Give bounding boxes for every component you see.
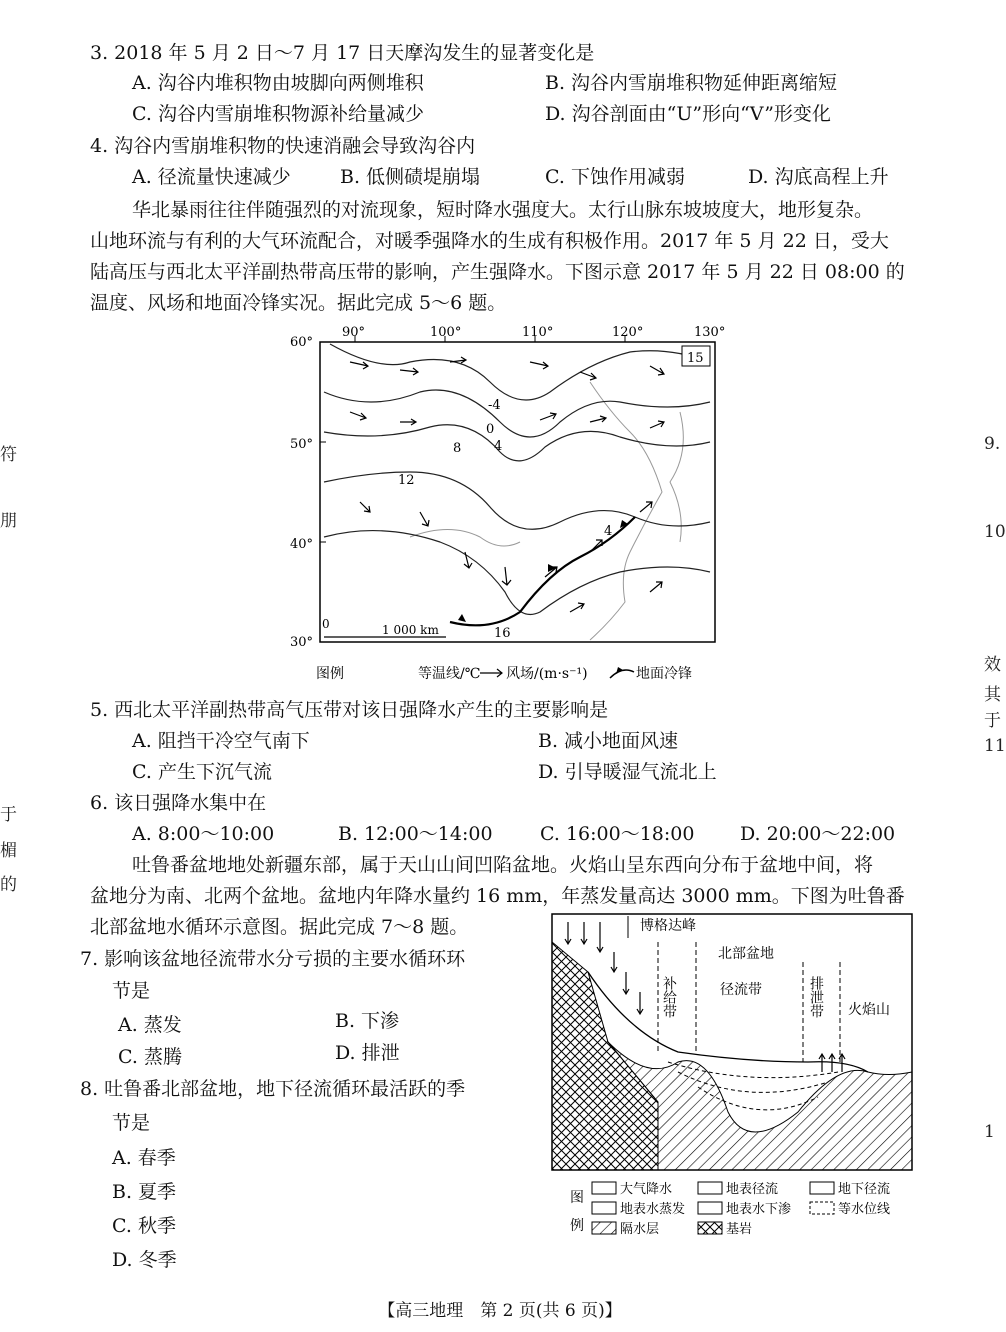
lon-label: 100° xyxy=(430,325,462,340)
lon-label: 110° xyxy=(522,325,554,340)
left-margin-char: 朋 xyxy=(0,511,17,531)
q5-option-b[interactable]: B. 减小地面风速 xyxy=(538,730,679,752)
right-margin-char: 效 xyxy=(984,655,1001,675)
q3-option-d[interactable]: D. 沟谷剖面由“U”形向“V”形变化 xyxy=(545,103,831,125)
left-margin-char: 符 xyxy=(0,445,17,465)
lat-label: 60° xyxy=(290,335,314,350)
q6-option-a[interactable]: A. 8:00～10:00 xyxy=(132,823,275,845)
label-peak: 博格达峰 xyxy=(640,918,696,934)
q8-option-a[interactable]: A. 春季 xyxy=(112,1147,176,1169)
q8-stem-line-2: 节是 xyxy=(112,1112,151,1134)
isotherm-label: 8 xyxy=(453,441,462,456)
q8-option-d[interactable]: D. 冬季 xyxy=(112,1249,177,1271)
q7-option-a[interactable]: A. 蒸发 xyxy=(118,1014,182,1036)
q4-option-b[interactable]: B. 低侧碛堤崩塌 xyxy=(340,166,481,188)
left-margin-char: 的 xyxy=(0,875,17,895)
legend-aquiclude: 隔水层 xyxy=(620,1222,660,1237)
q3-option-c[interactable]: C. 沟谷内雪崩堆积物源补给量减少 xyxy=(132,103,424,125)
passage1-line-2: 山地环流与有利的大气环流配合，对暖季强降水的生成有积极作用。2017 年 5 月 22 日，受大 xyxy=(90,230,889,252)
q6-option-c[interactable]: C. 16:00～18:00 xyxy=(540,823,695,845)
q8-option-b[interactable]: B. 夏季 xyxy=(112,1181,177,1203)
right-margin-char: 9. xyxy=(984,434,1001,454)
q6-option-d[interactable]: D. 20:00～22:00 xyxy=(740,823,896,845)
q3-stem: 3. 2018 年 5 月 2 日～7 月 17 日天摩沟发生的显著变化是 xyxy=(90,42,595,64)
map1-legend-isotherm: 等温线/℃ xyxy=(418,666,481,682)
isotherm-label: 4 xyxy=(494,439,503,454)
legend-infiltration: 地表水下渗 xyxy=(726,1202,792,1217)
legend-bedrock: 基岩 xyxy=(726,1222,753,1237)
q7-option-c[interactable]: C. 蒸腾 xyxy=(118,1046,182,1068)
label-basin: 北部盆地 xyxy=(718,946,774,962)
q8-option-c[interactable]: C. 秋季 xyxy=(112,1215,176,1237)
right-margin-char: 10 xyxy=(984,522,1006,542)
passage2-line-3: 北部盆地水循环示意图。据此完成 7～8 题。 xyxy=(90,916,469,938)
right-margin-char: 11 xyxy=(984,736,1006,756)
legend-evap: 地表水蒸发 xyxy=(620,1202,686,1217)
map1-legend-wind: 风场/(m·s⁻¹) xyxy=(506,666,588,682)
lon-label: 120° xyxy=(612,325,644,340)
passage2-line-2: 盆地分为南、北两个盆地。盆地内年降水量约 16 mm，年蒸发量高达 3000 mm。下图为吐鲁番 xyxy=(90,885,905,907)
q6-stem: 6. 该日强降水集中在 xyxy=(90,792,267,814)
q4-stem: 4. 沟谷内雪崩堆积物的快速消融会导致沟谷内 xyxy=(90,135,476,157)
left-margin-char: 于 xyxy=(0,805,17,825)
q6-option-b[interactable]: B. 12:00～14:00 xyxy=(338,823,493,845)
legend-precip: 大气降水 xyxy=(620,1182,673,1197)
lat-label: 50° xyxy=(290,437,314,452)
isotherm-label: 16 xyxy=(494,626,511,641)
legend-groundwater: 地下径流 xyxy=(838,1182,891,1197)
map-frame xyxy=(320,342,715,642)
lon-label: 90° xyxy=(342,325,366,340)
map1-legend-title: 图例 xyxy=(316,666,344,682)
legend-title-2: 例 xyxy=(570,1218,584,1234)
left-margin-char: 楣 xyxy=(0,841,17,861)
legend-surface-runoff: 地表径流 xyxy=(726,1182,779,1197)
passage1-line-1: 华北暴雨往往伴随强烈的对流现象，短时降水强度大。太行山脉东坡坡度大，地形复杂。 xyxy=(132,199,874,221)
isotherm-label: -4 xyxy=(488,398,501,413)
isotherm-label: 12 xyxy=(398,473,415,488)
label-recharge: 补给带 xyxy=(661,976,677,1018)
legend-title-1: 图 xyxy=(570,1190,584,1206)
q4-option-c[interactable]: C. 下蚀作用减弱 xyxy=(545,166,685,188)
q7-stem-line-1: 7. 影响该盆地径流带水分亏损的主要水循环环 xyxy=(80,948,466,970)
legend-water-level: 等水位线 xyxy=(838,1202,891,1217)
passage1-line-4: 温度、风场和地面冷锋实况。据此完成 5～6 题。 xyxy=(90,292,507,314)
scale-label: 1 000 km xyxy=(382,623,439,637)
label-discharge: 排泄带 xyxy=(808,976,824,1018)
q4-option-a[interactable]: A. 径流量快速减少 xyxy=(132,166,291,188)
q7-option-d[interactable]: D. 排泄 xyxy=(335,1042,400,1064)
map1-legend-front: 地面冷锋 xyxy=(636,666,692,682)
q4-option-d[interactable]: D. 沟底高程上升 xyxy=(748,166,889,188)
label-mountain: 火焰山 xyxy=(848,1002,890,1018)
q3-option-b[interactable]: B. 沟谷内雪崩堆积物延伸距离缩短 xyxy=(545,72,838,94)
right-margin-char: 1 xyxy=(984,1122,995,1142)
right-margin-char: 其 xyxy=(984,685,1001,705)
q3-option-a[interactable]: A. 沟谷内堆积物由坡脚向两侧堆积 xyxy=(132,72,424,94)
q5-stem: 5. 西北太平洋副热带高气压带对该日强降水产生的主要影响是 xyxy=(90,699,609,721)
lat-label: 30° xyxy=(290,635,314,650)
isotherm-label: 4 xyxy=(604,524,613,539)
q7-stem-line-2: 节是 xyxy=(112,980,151,1002)
q5-option-c[interactable]: C. 产生下沉气流 xyxy=(132,761,272,783)
passage2-line-1: 吐鲁番盆地地处新疆东部，属于天山山间凹陷盆地。火焰山呈东西向分布于盆地中间，将 xyxy=(132,854,874,876)
q5-option-d[interactable]: D. 引导暖湿气流北上 xyxy=(538,761,717,783)
q5-option-a[interactable]: A. 阻挡干冷空气南下 xyxy=(132,730,310,752)
isotherm-label: 0 xyxy=(486,422,495,437)
page-footer: 【高三地理 第 2 页(共 6 页)】 xyxy=(378,1301,622,1321)
weather-map xyxy=(290,322,730,694)
scale-zero: 0 xyxy=(322,617,330,631)
right-margin-char: 于 xyxy=(984,711,1001,731)
lat-label: 40° xyxy=(290,537,314,552)
passage1-line-3: 陆高压与西北太平洋副热带高压带的影响，产生强降水。下图示意 2017 年 5 月 22 日 08:00 的 xyxy=(90,261,905,283)
water-cycle-diagram xyxy=(548,912,918,1242)
lon-label: 130° xyxy=(694,325,726,340)
q7-option-b[interactable]: B. 下渗 xyxy=(335,1010,400,1032)
q8-stem-line-1: 8. 吐鲁番北部盆地，地下径流循环最活跃的季 xyxy=(80,1078,466,1100)
label-runoff: 径流带 xyxy=(720,982,762,998)
wind-scale-value: 15 xyxy=(687,351,704,366)
